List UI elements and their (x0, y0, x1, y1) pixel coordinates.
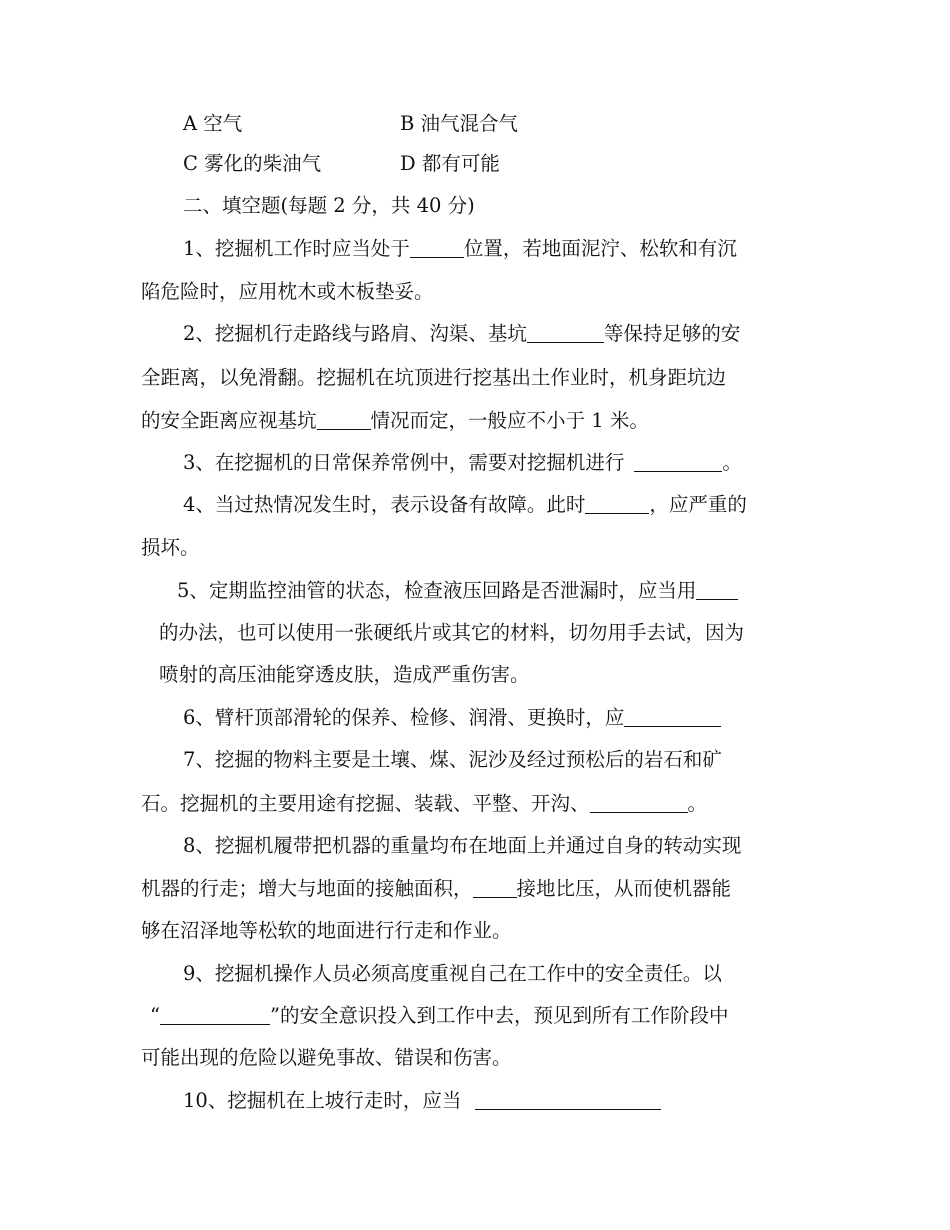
question-text: 的安全距离应视基坑 (141, 409, 317, 432)
question-text: 。 (687, 792, 708, 815)
question-7: 7、挖掘的物料主要是土壤、煤、泥沙及经过预松后的岩石和矿 (183, 748, 722, 771)
question-text: 6、臂杆顶部滑轮的保养、检修、润滑、更换时，应 (183, 706, 625, 729)
question-text: 10、挖掘机在上坡行走时，应当 (183, 1089, 462, 1112)
question-10 (183, 1083, 661, 1119)
question-8-continuation (141, 871, 731, 907)
option-a: A 空气 (183, 112, 243, 135)
question-9-continuation: 可能出现的危险以避免事故、错误和伤害。 (141, 1046, 512, 1069)
answer-blank[interactable] (317, 405, 371, 430)
answer-blank[interactable] (527, 318, 604, 343)
question-8: 8、挖掘机履带把机器的重量均布在地面上并通过自身的转动实现 (183, 834, 742, 857)
question-text: 。 (722, 451, 742, 474)
question-text: 接地比压，从而使机器能 (516, 877, 732, 900)
question-5-continuation: 喷射的高压油能穿透皮肤，造成严重伤害。 (159, 663, 530, 686)
question-2-continuation: 全距离，以免滑翻。挖掘机在坑顶进行挖基出土作业时，机身距坑边 (141, 366, 727, 389)
question-text: ，应严重的 (649, 493, 747, 516)
section-title: 二、填空题(每题 2 分，共 40 分) (183, 194, 475, 217)
answer-blank[interactable] (696, 575, 738, 600)
answer-blank[interactable] (585, 489, 649, 514)
option-c: C 雾化的柴油气 (183, 152, 322, 175)
answer-blank[interactable] (475, 1085, 661, 1110)
answer-blank[interactable] (590, 788, 688, 813)
question-text: 4、当过热情况发生时，表示设备有故障。此时 (183, 493, 586, 516)
answer-blank[interactable] (624, 702, 721, 727)
question-7-continuation (141, 786, 707, 822)
question-1 (183, 231, 737, 267)
question-1-continuation: 陷危险时，应用枕木或木板垫妥。 (141, 280, 434, 303)
question-text: 2、挖掘机行走路线与路肩、沟渠、基坑 (183, 322, 527, 345)
question-text: 等保持足够的安 (603, 322, 741, 345)
question-4 (183, 487, 747, 523)
question-3 (183, 445, 742, 481)
question-text: 1、挖掘机工作时应当处于 (183, 237, 410, 260)
question-8-continuation: 够在沼泽地等松软的地面进行行走和作业。 (141, 919, 512, 942)
question-text: ”的安全意识投入到工作中去，预见到所有工作阶段中 (269, 1004, 729, 1027)
question-9: 9、挖掘机操作人员必须高度重视自己在工作中的安全责任。以 (183, 962, 722, 985)
question-text: 位置，若地面泥泞、松软和有沉 (463, 237, 737, 260)
answer-blank[interactable] (160, 1000, 270, 1025)
question-text: 情况而定，一般应不小于 1 米。 (370, 409, 649, 432)
answer-blank[interactable] (634, 447, 722, 472)
question-text: 石。挖掘机的主要用途有挖掘、装载、平整、开沟、 (141, 792, 590, 815)
open-quote: “ (150, 1004, 160, 1027)
question-9-continuation (150, 998, 728, 1034)
question-text: 5、定期监控油管的状态，检查液压回路是否泄漏时，应当用 (177, 579, 697, 602)
question-6 (183, 700, 721, 736)
question-5-continuation: 的办法，也可以使用一张硬纸片或其它的材料，切勿用手去试，因为 (159, 621, 745, 644)
answer-blank[interactable] (410, 233, 464, 258)
question-2-continuation (141, 403, 649, 439)
question-text: 3、在挖掘机的日常保养常例中，需要对挖掘机进行 (183, 451, 625, 474)
question-2 (183, 316, 740, 352)
question-4-continuation: 损坏。 (141, 536, 200, 559)
answer-blank[interactable] (473, 873, 517, 898)
option-d: D 都有可能 (400, 152, 500, 175)
question-5 (177, 573, 738, 609)
question-text: 机器的行走；增大与地面的接触面积， (141, 877, 473, 900)
option-b: B 油气混合气 (400, 112, 519, 135)
